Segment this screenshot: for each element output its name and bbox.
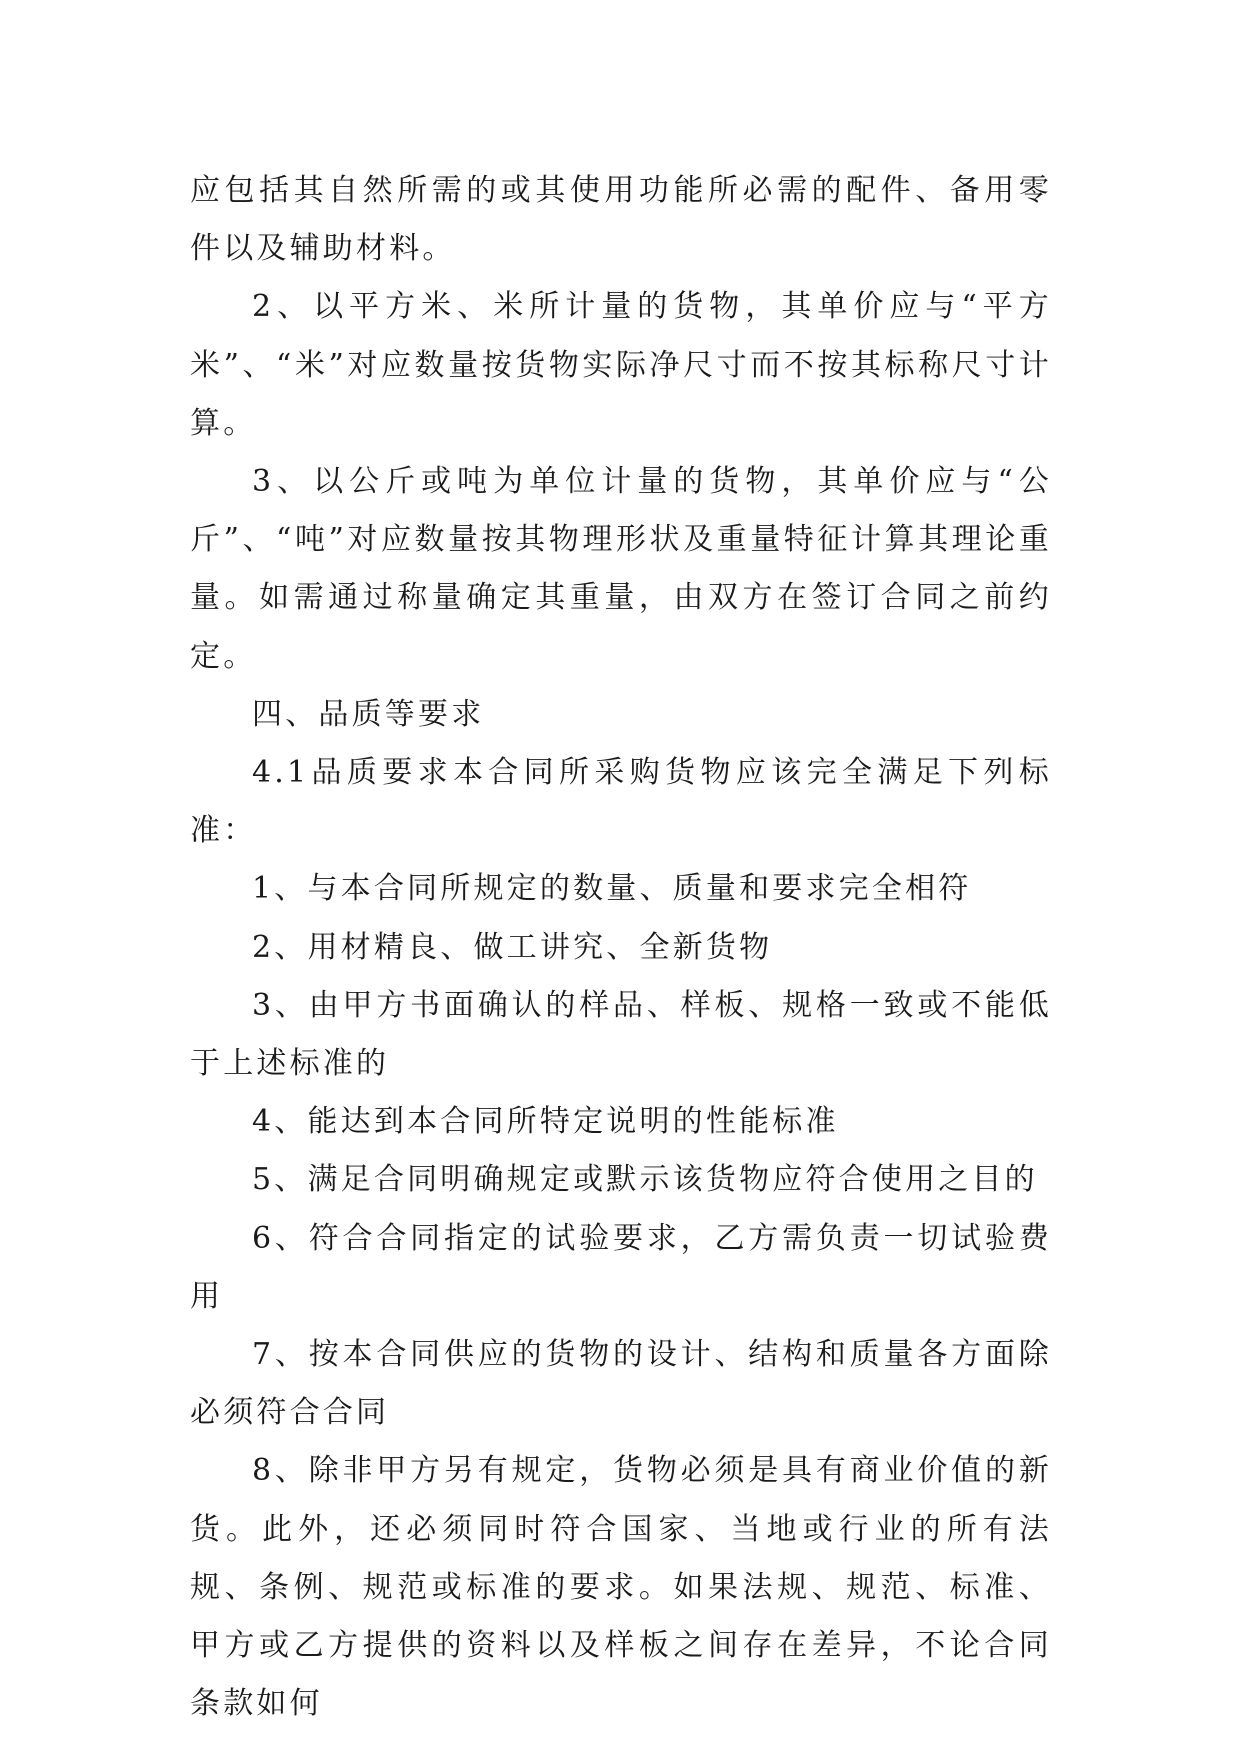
list-item-5: 5、满足合同明确规定或默示该货物应符合使用之目的 <box>252 1162 1038 1198</box>
document-body <box>190 162 1052 1733</box>
list-item-1: 1、与本合同所规定的数量、质量和要求完全相符 <box>252 871 972 907</box>
paragraph-item-2-square-meter: 2、以平方米、米所计量的货物，其单价应与“平方米”、“米”对应数量按货物实际净尺寸而不按其标称尺寸计算。 <box>190 289 1052 441</box>
paragraph-item-3-kilogram-ton: 3、以公斤或吨为单位计量的货物，其单价应与“公斤”、“吨”对应数量按其物理形状及重量特征计算其理论重量。如需通过称量确定其重量，由双方在签订合同之前约定。 <box>190 464 1052 674</box>
list-item-7: 7、按本合同供应的货物的设计、结构和质量各方面除必须符合合同 <box>190 1337 1052 1431</box>
section-heading-quality-requirements: 四、品质等要求 <box>252 696 485 732</box>
list-item-8: 8、除非甲方另有规定，货物必须是具有商业价值的新货。此外，还必须同时符合国家、当地或行业的所有法规、条例、规范或标准的要求。如果法规、规范、标准、甲方或乙方提供的资料以及样板之间存在差异，不论合同条款如何 <box>190 1453 1052 1722</box>
list-item-6: 6、符合合同指定的试验要求，乙方需负责一切试验费用 <box>190 1220 1052 1314</box>
list-item-3: 3、由甲方书面确认的样品、样板、规格一致或不能低于上述标准的 <box>190 987 1052 1082</box>
list-item-4: 4、能达到本合同所特定说明的性能标准 <box>252 1104 839 1140</box>
list-item-2: 2、用材精良、做工讲究、全新货物 <box>252 929 773 965</box>
paragraph-accessories-continuation: 应包括其自然所需的或其使用功能所必需的配件、备用零件以及辅助材料。 <box>190 173 1052 267</box>
paragraph-4-1-quality-standard: 4.1品质要求本合同所采购货物应该完全满足下列标准： <box>190 755 1052 849</box>
